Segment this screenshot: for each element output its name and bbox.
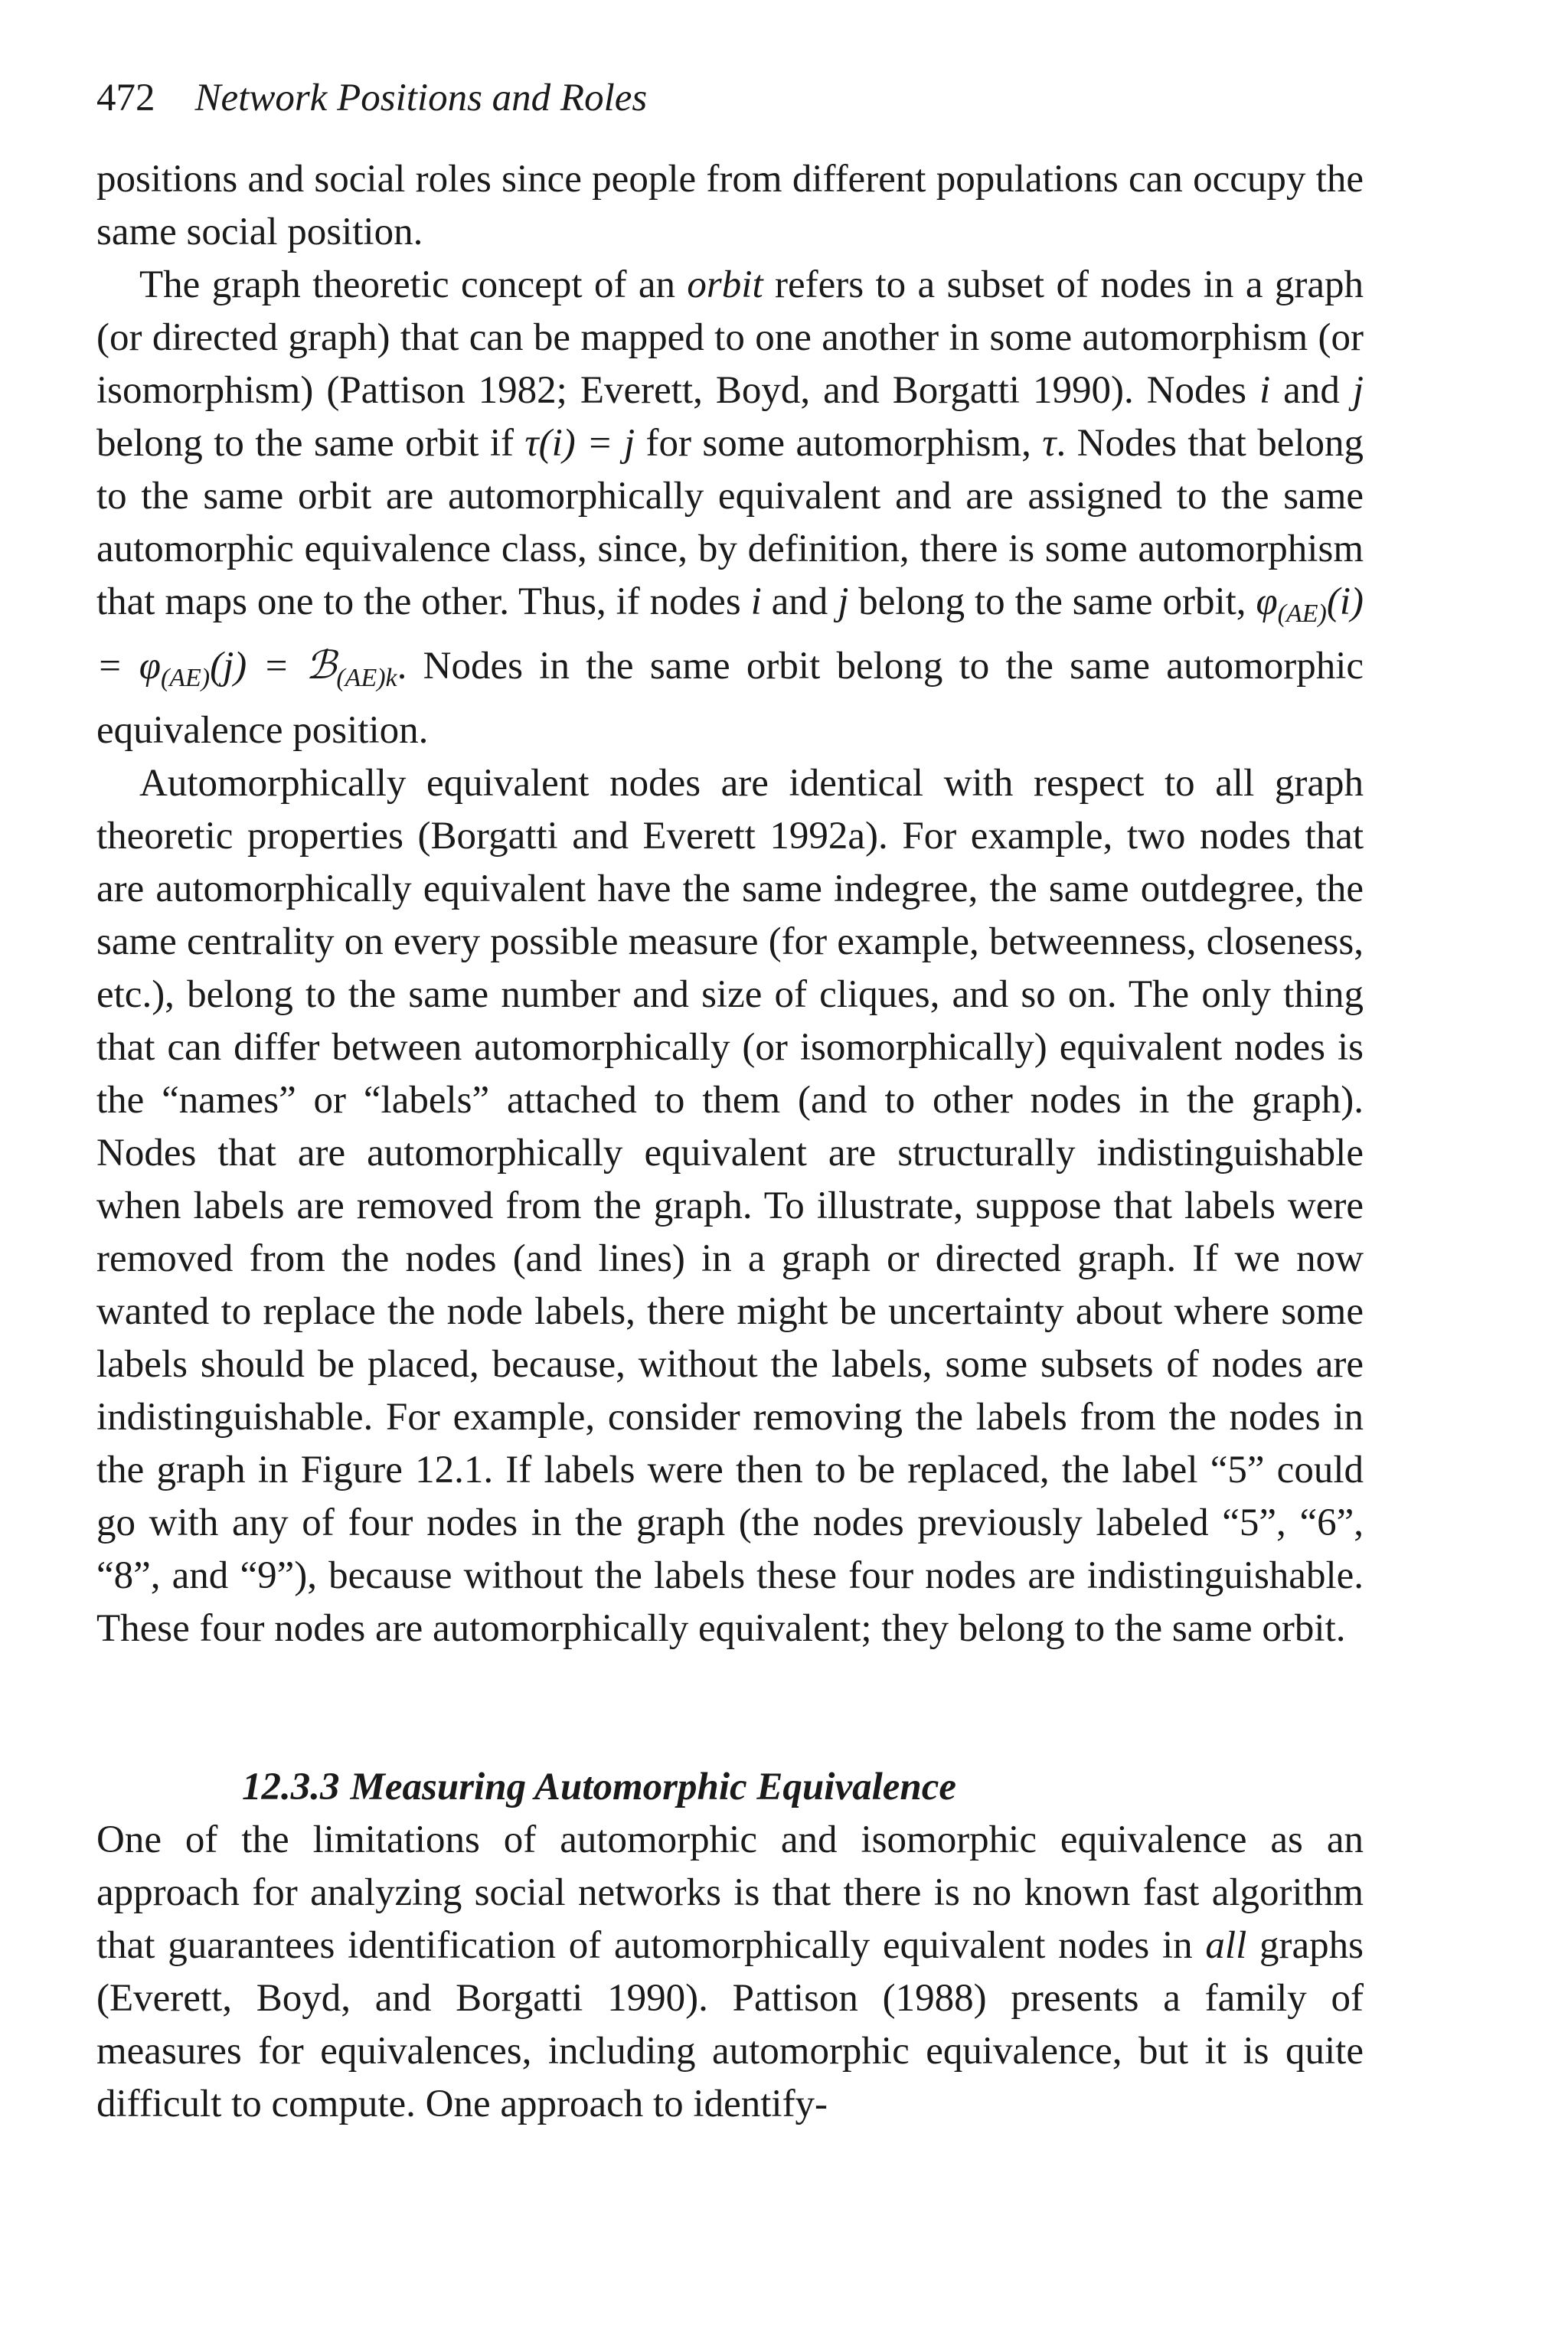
running-head-title: Network Positions and Roles [194,77,648,119]
paragraph-continuation: positions and social roles since people from different populations can occupy the same social position. [96,158,1364,253]
text-run: for some automorphism, [635,422,1043,465]
section-number: 12.3.3 [242,1766,340,1808]
text-run: belong to the same orbit if [96,422,525,465]
text-run: and [1270,369,1353,412]
var-j: j [838,580,849,623]
math-tau: τ [1042,422,1057,465]
book-page [96,74,1364,2131]
math-subscript: (AE) [1277,600,1327,628]
page-number: 472 [96,77,155,119]
math-subscript: (AE)k [336,664,397,692]
term-orbit: orbit [687,263,763,306]
text-run: . Nodes in the same orbit belong to the same automorphic equivalence position. [96,645,1364,752]
paragraph-automorphic-properties: Automorphically equivalent nodes are identical with respect to all graph theoretic properties (Borgatti and Everett 1992a). For example, two nodes that are automorphically equivalent have the same indegree, the same outdegree, the same centrality on every possible measure (for example, betweenness, closeness, etc.), belong to the same number and size of cliques, and so on. The only thing that can differ between automorphically (or isomorphically) equivalent nodes is the “names” or “labels” attached to them (and to other nodes in the graph). Nodes that are automorphically equivalent are structurally indistinguishable when labels are removed from the graph. To illustrate, suppose that labels were removed from the nodes (and lines) in a graph or directed graph. If we now wanted to replace the node labels, there might be uncertainty about where some labels should be placed, because, without the labels, some subsets of nodes are indistinguishable. For example, consider removing the labels from the nodes in the graph in Figure 12.1. If labels were then to be replaced, the label “5” could go with any of four nodes in the graph (the nodes previously labeled “5”, “6”, “8”, and “9”), because without the labels these four nodes are indistinguishable. These four nodes are automorphically equivalent; they belong to the same orbit. [96,762,1364,1650]
math-subscript: (AE) [160,664,211,692]
math-tau-expression: τ(i) = j [524,422,635,465]
math-phi: φ [1256,580,1278,623]
text-run: belong to the same orbit, [848,580,1246,623]
var-j: j [1352,369,1364,412]
section-heading [96,1761,1364,1814]
text-run: One of the limitations of automorphic and isomorphic equivalence as an approach for analyzing social networks is that there is no known fast algorithm that guarantees identification of automorphically equivalent nodes in [96,1818,1364,1967]
math-script-b: ℬ [305,645,337,688]
paragraph-measuring [96,1814,1364,2131]
text-run: refers to a subset of nodes in a graph (or directed graph) that can be mapped to one another in some automorphism (or isomorphism) (Pattison 1982; Everett, Boyd, and Borgatti 1990). Nodes [96,263,1364,412]
math-phi: φ [139,645,161,688]
text-run: graphs (Everett, Boyd, and Borgatti 1990). Pattison (1988) presents a family of measures for equivalences, including automorphic equivalence, but it is quite difficult to compute. One approach to identify- [96,1924,1364,2125]
text-run: and [761,580,838,623]
running-head [96,74,1364,123]
var-i: i [750,580,762,623]
section-title: Measuring Automorphic Equivalence [350,1766,957,1808]
text-run: . Nodes that belong to the same orbit are automorphically equivalent and are assigned to the same automorphic equivalence class, since, by definition, there is some automorphism that maps one to the other. Thus, if nodes [96,422,1364,623]
var-i: i [1259,369,1271,412]
emphasis-all: all [1205,1924,1247,1967]
math-text: (j) = [210,645,306,688]
paragraph-orbit-definition [96,259,1364,757]
text-run: The graph theoretic concept of an [139,263,688,306]
math-text: (i) = [96,580,1364,688]
